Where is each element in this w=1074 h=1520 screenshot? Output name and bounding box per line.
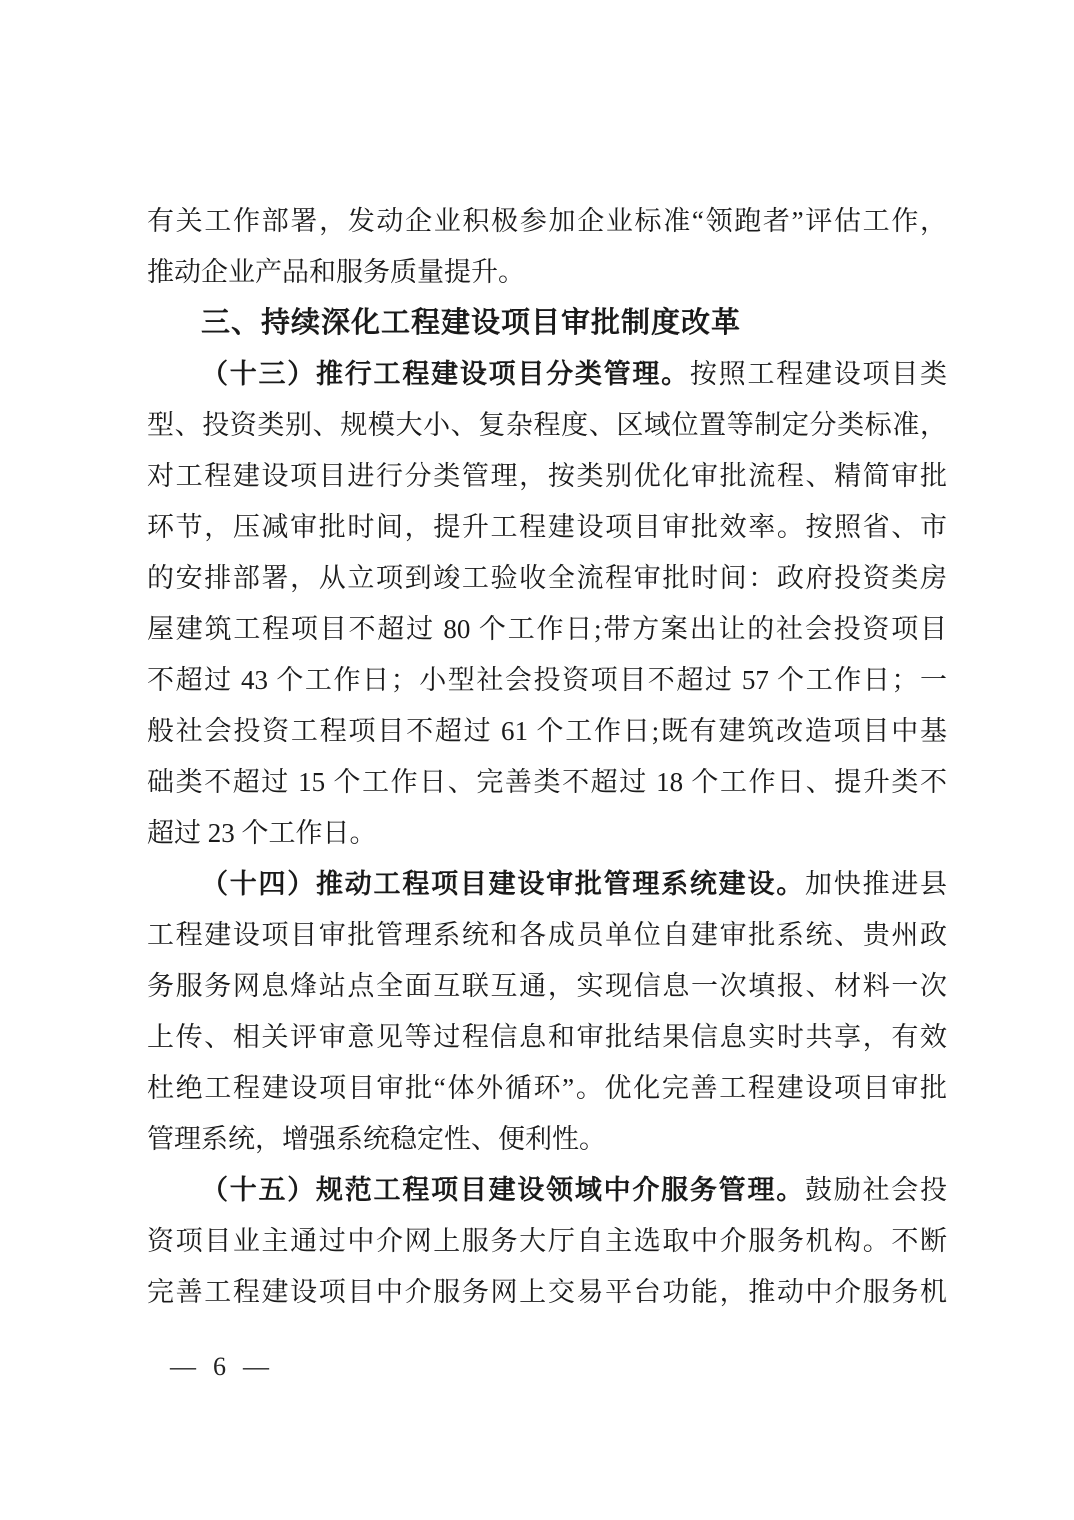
paragraph-text: 按照工程建设项目类 xyxy=(689,359,948,389)
text-line: 管理系统，增强系统稳定性、便利性。 xyxy=(147,1124,606,1154)
text-block xyxy=(147,196,947,1318)
text-line: 不超过 43 个工作日；小型社会投资项目不超过 57 个工作日；一 xyxy=(147,665,947,695)
footer-dash-right: — xyxy=(243,1352,269,1381)
paragraph-lead: （十四）推动工程项目建设审批管理系统建设。 xyxy=(201,869,805,899)
text-line: 有关工作部署，发动企业积极参加企业标准“领跑者”评估工作， xyxy=(147,206,947,236)
text-line: 对工程建设项目进行分类管理，按类别优化审批流程、精简审批 xyxy=(147,461,947,491)
section-heading: 三、持续深化工程建设项目审批制度改革 xyxy=(201,307,742,339)
text-line: 型、投资类别、规模大小、复杂程度、区域位置等制定分类标准， xyxy=(147,410,947,440)
paragraph-lead: （十五）规范工程项目建设领域中介服务管理。 xyxy=(201,1175,805,1205)
paragraph-text: 鼓励社会投 xyxy=(804,1175,948,1205)
footer-dash-left: — xyxy=(170,1352,196,1381)
text-line xyxy=(147,349,947,400)
page-number: 6 xyxy=(213,1352,226,1381)
text-line xyxy=(147,1165,947,1216)
text-line: 务服务网息烽站点全面互联互通，实现信息一次填报、材料一次 xyxy=(147,971,947,1001)
text-line: 的安排部署，从立项到竣工验收全流程审批时间：政府投资类房 xyxy=(147,563,947,593)
text-line: 般社会投资工程项目不超过 61 个工作日;既有建筑改造项目中基 xyxy=(147,716,947,746)
text-line: 屋建筑工程项目不超过 80 个工作日;带方案出让的社会投资项目 xyxy=(147,614,947,644)
text-line: 环节，压减审批时间，提升工程建设项目审批效率。按照省、市 xyxy=(147,512,947,542)
paragraph-lead: （十三）推行工程建设项目分类管理。 xyxy=(201,359,690,389)
text-line: 工程建设项目审批管理系统和各成员单位自建审批系统、贵州政 xyxy=(147,920,947,950)
text-line: 资项目业主通过中介网上服务大厅自主选取中介服务机构。不断 xyxy=(147,1226,947,1256)
text-line: 杜绝工程建设项目审批“体外循环”。优化完善工程建设项目审批 xyxy=(147,1073,947,1103)
text-line: 完善工程建设项目中介服务网上交易平台功能，推动中介服务机 xyxy=(147,1277,947,1307)
text-line xyxy=(147,859,947,910)
text-line: 超过 23 个工作日。 xyxy=(147,818,377,848)
page-footer xyxy=(170,1352,269,1382)
text-line: 础类不超过 15 个工作日、完善类不超过 18 个工作日、提升类不 xyxy=(147,767,947,797)
text-line: 推动企业产品和服务质量提升。 xyxy=(147,257,525,287)
text-line: 上传、相关评审意见等过程信息和审批结果信息实时共享，有效 xyxy=(147,1022,947,1052)
paragraph-text: 加快推进县 xyxy=(804,869,948,899)
